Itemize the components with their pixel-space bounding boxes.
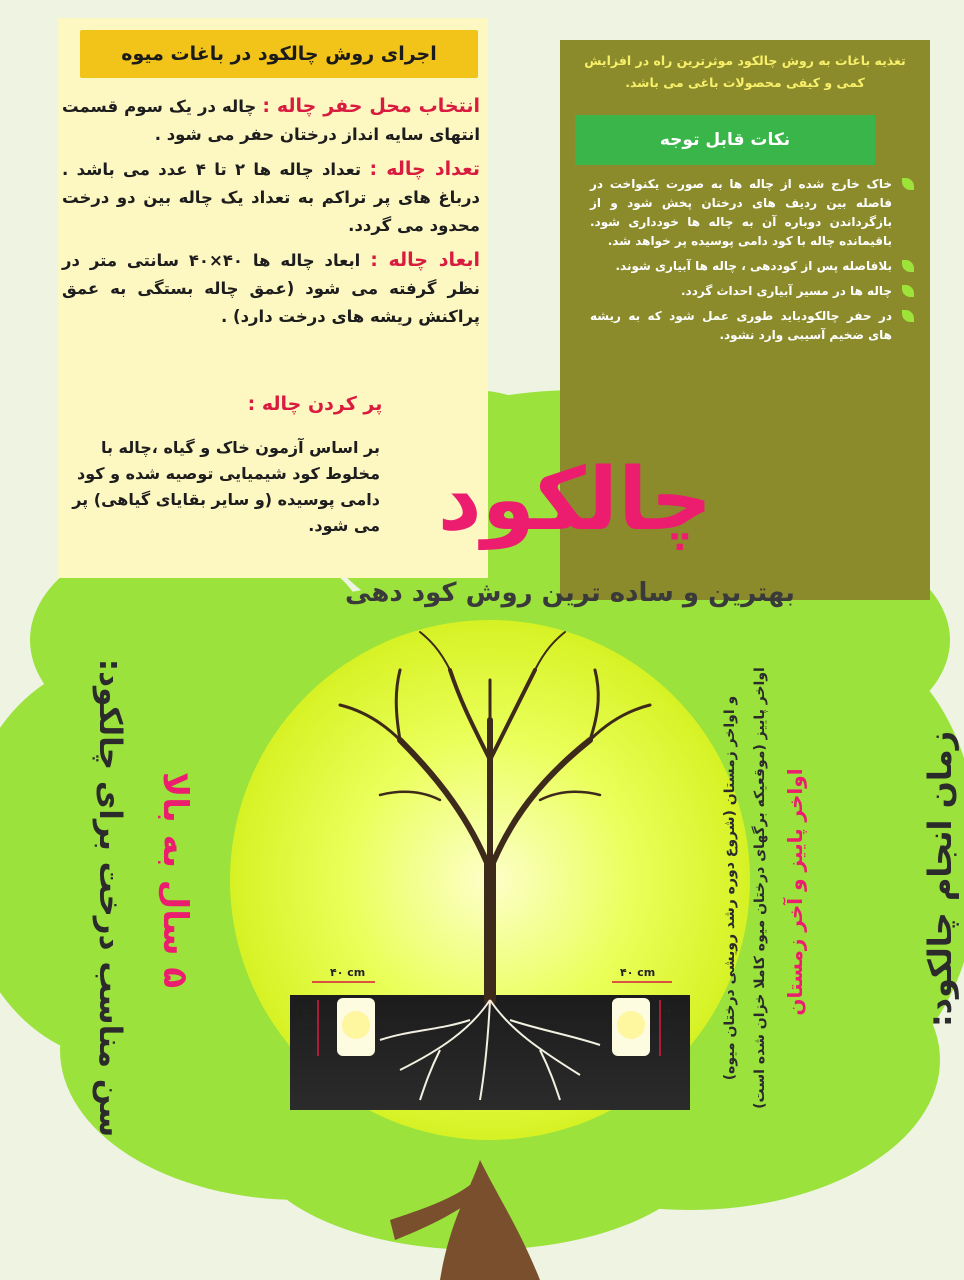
- depth-label-right: ۴۰ cm: [661, 1008, 675, 1045]
- tips-list: [590, 175, 910, 351]
- timing-title: زمان انجام چالکود:: [921, 730, 959, 1028]
- age-title: سن مناسب درخت برای چالکود:: [92, 658, 128, 1138]
- tip-item: خاک خارج شده از چاله ها به صورت یکنواخت در فاصله بین ردیف های درختان پخش شود و از بازگرداندن دوباره آن به چاله ها خودداری شود. باقیمانده چاله با کود دامی پوسیده پر خواهد شد.: [590, 175, 910, 251]
- tips-header: نکات قابل توجه: [575, 115, 875, 165]
- step-size-text: ابعاد چاله ها ۴۰×۴۰ سانتی متر در نظر گرفته می شود (عمق چاله بستگی به عمق پراکنش ریشه های درخت دارد) .: [62, 251, 480, 326]
- step-count: [62, 155, 480, 240]
- width-label-left: ۴۰ cm: [330, 966, 366, 979]
- step-location: [62, 92, 480, 149]
- timing-item-3: و اواخر زمستان (شروع دوره رشد رویشی درختان میوه): [722, 695, 738, 1081]
- timing-item-1: اواخر پاییز و آخر زمستان: [783, 768, 807, 1016]
- depth-label-left: ۴۰ cm: [299, 1008, 313, 1045]
- width-label-right: ۴۰ cm: [620, 966, 656, 979]
- step-location-text: چاله در یک سوم قسمت انتهای سایه انداز درختان حفر می شود .: [62, 97, 480, 144]
- tips-intro: تغذیه باغات به روش چالکود موثرترین راه در افزایش کمی و کیفی محصولات باغی می باشد.: [584, 53, 906, 90]
- fill-text: بر اساس آزمون خاک و گیاه ،چاله با مخلوط کود شیمیایی توصیه شده و کود دامی پوسیده (و سایر بقایای گیاهی) پر می شود.: [72, 438, 380, 535]
- timing-item-2: اواخر پاییز (موقعیکه برگهای درختان میوه کاملا خزان شده است): [752, 667, 768, 1109]
- age-value: ۵ سال به بالا: [155, 771, 195, 989]
- steps-header: اجرای روش چالکود در باغات میوه: [80, 30, 478, 78]
- fill-title: پر کردن چاله :: [247, 393, 383, 415]
- tip-item: بلافاصله پس از کوددهی ، چاله ها آبیاری شوند.: [590, 257, 910, 276]
- step-count-title: تعداد چاله :: [369, 158, 480, 180]
- main-title: چالکود: [437, 450, 713, 550]
- step-location-title: انتخاب محل حفر چاله :: [262, 95, 480, 117]
- step-size-title: ابعاد چاله :: [370, 249, 480, 271]
- tip-item: در حفر چالکودباید طوری عمل شود که به ریشه های ضخیم آسیبی وارد نشود.: [590, 307, 910, 345]
- step-size: [62, 246, 480, 331]
- steps-body: [62, 92, 480, 337]
- step-count-text: تعداد چاله ها ۲ تا ۴ عدد می باشد . درباغ های پر تراکم به تعداد یک چاله بین دو درخت محدود می گردد.: [62, 160, 480, 235]
- tip-item: چاله ها در مسیر آبیاری احداث گردد.: [590, 282, 910, 301]
- main-subtitle: بهترین و ساده ترین روش کود دهی: [345, 578, 795, 608]
